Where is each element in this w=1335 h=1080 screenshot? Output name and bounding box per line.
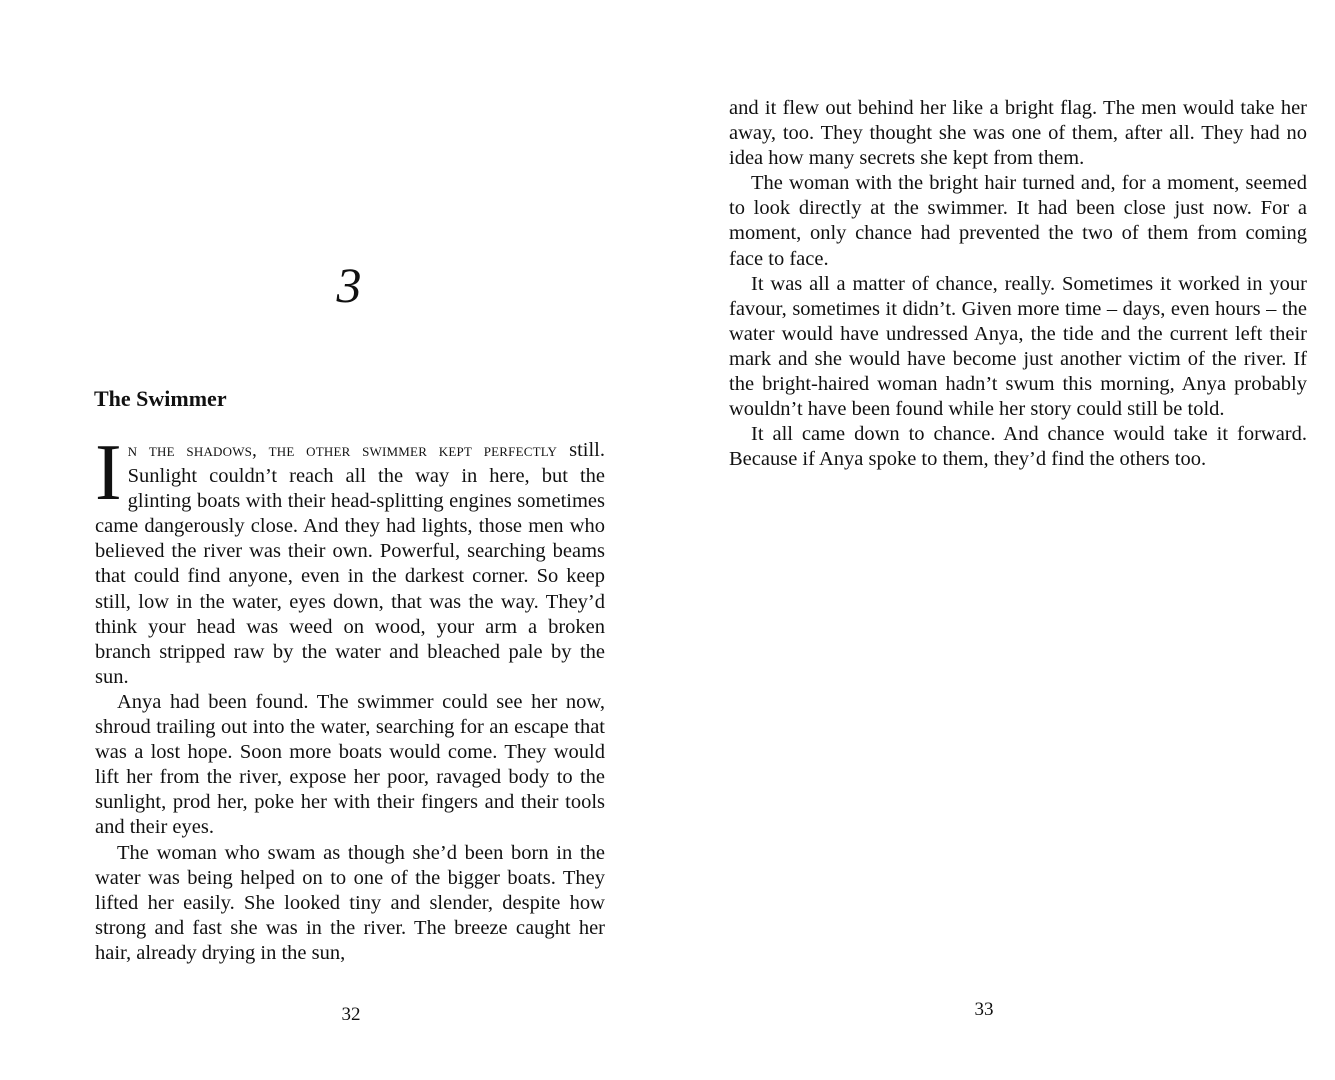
paragraph: The woman who swam as though she’d been born in the water was being helped on to one of the bigger boats. They lifted her easily. She looked tiny and slender, despite how strong and fast she was in the river. The breeze caught her hair, already drying in the sun,	[95, 841, 605, 964]
chapter-number: 3	[336, 257, 362, 313]
page-number-right: 33	[974, 999, 994, 1020]
page-number-left: 32	[341, 1004, 361, 1025]
paragraph: The woman with the bright hair turned and, for a moment, seemed to look directly at the swimmer. It had been close just now. For a moment, only chance had prevented the two of them from coming face to face.	[729, 172, 1307, 270]
chapter-title: The Swimmer	[94, 386, 227, 411]
opening-paragraph	[95, 429, 606, 690]
paragraph: Anya had been found. The swimmer could see her now, shroud trailing out into the water, searching for an escape that was a lost hope. Soon more boats would come. They would lift her from the river, expose her poor, ravaged body to the sunlight, prod her, poke her with their fingers and their tools and their eyes.	[95, 690, 605, 839]
paragraph: It was all a matter of chance, really. Sometimes it worked in your favour, sometimes it didn’t. Given more time – days, even hours – the water would have undressed Anya, the tide and the current left their mark and she would have become just another victim of the river. If the bright-haired woman hadn’t swum this morning, Anya probably wouldn’t have been found while her story could still be told.	[729, 272, 1307, 421]
paragraph: It all came down to chance. And chance would take it forward. Because if Anya spoke to them, they’d find the others too.	[729, 423, 1307, 471]
right-page-body	[729, 96, 1307, 472]
opening-small-caps: n the shadows, the other swimmer kept perfectly	[127, 441, 558, 461]
opening-text: still. Sunlight couldn’t reach all the way in here, but the glinting boats with their head-splitting engines sometimes came dangerously close. And they had lights, those men who believed the river was their own. Powerful, searching beams that could find anyone, even in the darkest corner. So keep still, low in the water, eyes down, that was the way. They’d think your head was weed on wood, your arm a broken branch stripped raw by the water and bleached pale by the sun.	[95, 439, 606, 688]
left-page-body	[95, 429, 606, 966]
continuation-paragraph: and it flew out behind her like a bright flag. The men would take her away, too. They thought she was one of them, after all. They had no idea how many secrets she kept from them.	[729, 97, 1307, 170]
right-page	[668, 0, 1335, 1080]
drop-cap: I	[95, 429, 122, 517]
